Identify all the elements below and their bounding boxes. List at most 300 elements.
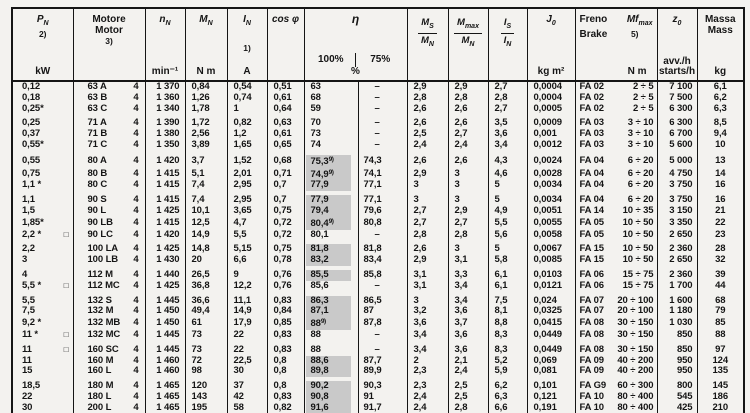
- cell-mmax-ratio: [448, 306, 488, 317]
- ms-value: 2,9: [413, 81, 427, 92]
- power-value: 0,75: [22, 167, 41, 179]
- cell-speed: [145, 230, 185, 241]
- ms-value: 2,3: [413, 380, 427, 392]
- power-value: 1,85*: [22, 216, 44, 228]
- brake-torque-range: 15 ÷ 75: [622, 279, 654, 291]
- footnote-9-ref: 9): [328, 217, 334, 225]
- power-value: 0,25: [22, 117, 41, 129]
- eta-100-box: [306, 155, 351, 168]
- j0-value: 0,0028: [533, 167, 562, 179]
- col-header-current: [227, 8, 267, 81]
- is-value: 6,2: [494, 380, 508, 392]
- motor-size: 63 A: [87, 81, 107, 92]
- mass-label-en: Mass: [707, 25, 733, 36]
- mn-value: 14,9: [191, 228, 210, 240]
- brake-torque-range: 3 ÷ 10: [627, 128, 654, 140]
- cos-value: 0,64: [273, 102, 292, 114]
- n-value: 1 450: [156, 317, 180, 329]
- cell-brake: [575, 104, 657, 115]
- cell-eta-100: [304, 140, 358, 151]
- cell-cosphi: [267, 330, 304, 341]
- cell-torque: [185, 104, 227, 115]
- mass-unit: kg: [714, 66, 727, 77]
- cell-eta-100: [304, 206, 358, 217]
- eta-100-box: [306, 366, 351, 377]
- motor-size: 90 LC: [87, 228, 113, 240]
- mmax-value: 3,7: [454, 317, 468, 329]
- cell-brake: [575, 180, 657, 191]
- brake-torque-range: 10 ÷ 50: [622, 228, 654, 240]
- mass-value: 14: [715, 167, 726, 179]
- cell-torque: [185, 155, 227, 168]
- mass-value: 9,4: [713, 128, 727, 140]
- cell-eta-75: [358, 155, 407, 168]
- cell-speed: [145, 403, 185, 413]
- ms-fraction: $\frac{M_S}{M_N}$: [418, 18, 437, 50]
- cell-current: [227, 206, 267, 217]
- mmax-value: 2,1: [454, 354, 468, 366]
- cell-ms-ratio: [407, 306, 448, 317]
- cell-motor: [73, 306, 145, 317]
- cell-eta-75: [358, 93, 407, 104]
- cell-current: [227, 104, 267, 115]
- starts-value: 1 030: [669, 317, 693, 329]
- eta-100-value: 89,8: [310, 365, 329, 377]
- i-value: 37: [233, 380, 244, 392]
- cell-is-ratio: [488, 403, 527, 413]
- ms-value: 2,5: [413, 128, 427, 140]
- mmax-value: 2,7: [454, 128, 468, 140]
- n-value: 1 415: [156, 167, 180, 179]
- cos-value: 0,7: [273, 179, 287, 191]
- cell-ms-ratio: [407, 281, 448, 292]
- is-value: 8,3: [494, 343, 508, 355]
- cell-starts: [657, 155, 697, 168]
- cos-value: 0,83: [273, 343, 292, 355]
- ms-value: 2,3: [413, 365, 427, 377]
- cell-mmax-ratio: [448, 180, 488, 191]
- mn-value: 1,78: [191, 102, 210, 114]
- mn-value: 49,4: [191, 305, 210, 317]
- n-value: 1 445: [156, 294, 180, 306]
- cos-value: 0,83: [273, 328, 292, 340]
- j0-value: 0,101: [533, 380, 557, 392]
- col-header-mass: [697, 8, 744, 81]
- ms-value: 3,2: [413, 305, 427, 317]
- mn-value: 26,5: [191, 268, 210, 280]
- table-row: [12, 230, 744, 241]
- cell-ms-ratio: [407, 403, 448, 413]
- j0-value: 0,0449: [533, 343, 562, 355]
- mn-value: 120: [191, 380, 208, 392]
- square-mark: □: [63, 344, 69, 354]
- cos-value: 0,8: [273, 354, 287, 366]
- table-row: [12, 104, 744, 115]
- starts-value: 2 650: [669, 254, 693, 266]
- cell-is-ratio: [488, 330, 527, 341]
- poles-value: 4: [133, 328, 139, 340]
- cell-eta-75: [358, 366, 407, 377]
- poles-value: 4: [133, 294, 139, 306]
- eta-75-value: –: [374, 91, 380, 103]
- i-value: 5,5: [233, 228, 247, 240]
- is-value: 8,3: [494, 328, 508, 340]
- starts-value: 2 360: [669, 243, 693, 255]
- j0-value: 0,0325: [533, 305, 562, 317]
- mass-value: 28: [715, 243, 726, 255]
- is-value: 5: [494, 179, 500, 191]
- mass-value: 79: [715, 305, 726, 317]
- is-value: 4,6: [494, 167, 508, 179]
- mn-value: 7,4: [191, 194, 205, 206]
- motor-size: 71 C: [87, 138, 108, 150]
- motor-size: 160 SC: [87, 343, 119, 355]
- poles-value: 4: [133, 128, 139, 140]
- motor-size: 80 C: [87, 179, 108, 191]
- n-value: 1 465: [156, 390, 180, 402]
- cell-cosphi: [267, 306, 304, 317]
- i-value: 30: [233, 365, 244, 377]
- cell-cosphi: [267, 366, 304, 377]
- poles-value: 4: [133, 216, 139, 228]
- mass-value: 16: [715, 194, 726, 206]
- cos-value: 0,65: [273, 138, 292, 150]
- cell-mass: [697, 104, 744, 115]
- cell-brake: [575, 230, 657, 241]
- mn-value: 10,1: [191, 204, 210, 216]
- cell-mass: [697, 230, 744, 241]
- poles-value: 4: [133, 194, 139, 206]
- cell-torque: [185, 330, 227, 341]
- eta-100-value: 86,3: [310, 294, 329, 306]
- ms-value: 3: [413, 194, 419, 206]
- cell-mmax-ratio: [448, 366, 488, 377]
- mass-value: 135: [712, 365, 729, 377]
- mmax-fraction: $\frac{M_{max}}{M_N}$: [454, 18, 482, 50]
- eta-100-value: 68: [310, 91, 321, 103]
- starts-value: 4 750: [669, 167, 693, 179]
- mmax-value: 3: [454, 194, 460, 206]
- cos-value: 0,71: [273, 167, 292, 179]
- ms-value: 2,4: [413, 390, 427, 402]
- starts-value: 1 180: [669, 305, 693, 317]
- square-mark: □: [63, 329, 69, 339]
- n-value: 1 415: [156, 216, 180, 228]
- is-value: 5: [494, 243, 500, 255]
- cell-ms-ratio: [407, 104, 448, 115]
- cell-brake: [575, 255, 657, 266]
- footnote-3: 3): [105, 36, 113, 46]
- starts-value: 950: [676, 354, 693, 366]
- i-value: 0,74: [233, 91, 252, 103]
- cell-starts: [657, 104, 697, 115]
- eta-100-value: 59: [310, 102, 321, 114]
- eta-75-value: 74,3: [363, 154, 382, 166]
- cell-torque: [185, 366, 227, 377]
- eta-75-value: 89,9: [363, 365, 382, 377]
- pn-unit: kW: [35, 66, 51, 77]
- mass-value: 32: [715, 254, 726, 266]
- n-value: 1 425: [156, 243, 180, 255]
- mass-value: 6,3: [713, 102, 727, 114]
- cell-motor: [73, 403, 145, 413]
- mn-value: 0,84: [191, 81, 210, 92]
- starts-value: 1 600: [669, 294, 693, 306]
- mass-value: 23: [715, 228, 726, 240]
- i-value: 1,65: [233, 138, 252, 150]
- footnote-5: 5): [630, 29, 639, 39]
- brake-type: FA 03: [579, 138, 604, 150]
- poles-value: 4: [133, 305, 139, 317]
- in-symbol: $I_N$: [243, 14, 251, 27]
- cell-cosphi: [267, 255, 304, 266]
- i-value: 58: [233, 401, 244, 413]
- cell-inertia: [527, 306, 575, 317]
- cell-mmax-ratio: [448, 206, 488, 217]
- motor-size: 63 B: [87, 91, 108, 103]
- eta-100-box: [306, 281, 351, 292]
- i-value: 6,6: [233, 254, 247, 266]
- cell-current: [227, 281, 267, 292]
- eta-75-value: 81,8: [363, 243, 382, 255]
- cos-value: 0,68: [273, 154, 292, 166]
- cell-mass: [697, 255, 744, 266]
- motor-size: 90 L: [87, 204, 107, 216]
- mn-value: 73: [191, 343, 202, 355]
- cell-eta-75: [358, 180, 407, 191]
- mmax-value: 2,4: [454, 365, 468, 377]
- cell-speed: [145, 330, 185, 341]
- cos-value: 0,8: [273, 380, 287, 392]
- cell-is-ratio: [488, 281, 527, 292]
- cell-cosphi: [267, 180, 304, 191]
- in-unit: A: [243, 66, 251, 77]
- ms-value: 3,4: [413, 328, 427, 340]
- eta-75-value: –: [374, 128, 380, 140]
- j0-value: 0,0121: [533, 279, 562, 291]
- eta-100-value: 63: [310, 81, 321, 92]
- cell-eta-100: [304, 330, 358, 341]
- mn-value: 143: [191, 390, 208, 402]
- header-row: [12, 8, 744, 81]
- motor-size: 71 B: [87, 128, 108, 140]
- cell-current: [227, 155, 267, 168]
- table-row: [12, 330, 744, 341]
- cell-is-ratio: [488, 255, 527, 266]
- mn-value: 36,6: [191, 294, 210, 306]
- mmax-value: 3,4: [454, 294, 468, 306]
- mass-value: 210: [712, 401, 729, 413]
- cell-current: [227, 306, 267, 317]
- ms-value: 2,8: [413, 228, 427, 240]
- mfmax-symbol: $Mf_{max}$: [626, 14, 653, 27]
- eta-75-value: 86,5: [363, 294, 382, 306]
- cell-power: [12, 155, 73, 168]
- cell-eta-100: [304, 403, 358, 413]
- power-value: 11: [22, 354, 32, 366]
- col-header-starts: [657, 8, 697, 81]
- cell-eta-100: [304, 155, 358, 168]
- eta-75-value: –: [374, 343, 380, 355]
- i-value: 22: [233, 343, 244, 355]
- i-value: 2,01: [233, 167, 252, 179]
- footnote-9-ref: 9): [320, 318, 326, 326]
- cell-current: [227, 230, 267, 241]
- table-row: [12, 366, 744, 377]
- cell-speed: [145, 180, 185, 191]
- brake-torque-range: 10 ÷ 35: [622, 204, 654, 216]
- brake-type: FA 10: [579, 390, 604, 402]
- brake-torque-range: 10 ÷ 50: [622, 243, 654, 255]
- cos-value: 0,75: [273, 243, 292, 255]
- cos-value: 0,84: [273, 305, 292, 317]
- i-value: 0,82: [233, 117, 252, 129]
- i-value: 1: [233, 102, 239, 114]
- mmax-value: 3,6: [454, 343, 468, 355]
- cell-cosphi: [267, 230, 304, 241]
- mn-value: 12,5: [191, 216, 210, 228]
- is-value: 6,1: [494, 268, 508, 280]
- mn-symbol: $M_N$: [199, 14, 213, 27]
- mn-value: 2,56: [191, 128, 210, 140]
- cell-speed: [145, 255, 185, 266]
- cell-inertia: [527, 155, 575, 168]
- is-value: 5,2: [494, 354, 508, 366]
- brake-torque-range: 30 ÷ 150: [617, 328, 654, 340]
- cell-brake: [575, 330, 657, 341]
- is-value: 8,8: [494, 317, 508, 329]
- eta-100-value: 83,2: [310, 254, 329, 266]
- cell-eta-100: [304, 230, 358, 241]
- eta-100-box: [306, 255, 351, 266]
- i-value: 22: [233, 328, 244, 340]
- power-value: 3: [22, 254, 28, 266]
- cell-inertia: [527, 206, 575, 217]
- cos-value: 0,72: [273, 216, 292, 228]
- poles-value: 4: [133, 117, 139, 129]
- col-header-ms-ratio: [407, 8, 448, 81]
- motor-label-en: Motor: [95, 25, 123, 36]
- i-value: 2,95: [233, 194, 252, 206]
- power-value: 1,5: [22, 204, 35, 216]
- mass-label-it: Massa: [704, 14, 736, 25]
- mass-value: 6,2: [713, 91, 727, 103]
- eta-75-value: 85,8: [363, 268, 382, 280]
- poles-value: 4: [133, 380, 139, 392]
- i-value: 12,2: [233, 279, 252, 291]
- poles-value: 4: [133, 243, 139, 255]
- power-value: 9,2 *: [22, 317, 42, 329]
- ms-value: 3,6: [413, 317, 427, 329]
- cell-ms-ratio: [407, 230, 448, 241]
- poles-value: 4: [133, 390, 139, 402]
- n-value: 1 425: [156, 279, 180, 291]
- ms-value: 2,9: [413, 167, 427, 179]
- j0-value: 0,0012: [533, 138, 562, 150]
- is-value: 5,9: [494, 365, 508, 377]
- cell-power: [12, 104, 73, 115]
- cell-ms-ratio: [407, 330, 448, 341]
- brake-label-it: Freno: [579, 14, 608, 25]
- eta-unit: %: [351, 66, 360, 77]
- cell-motor: [73, 140, 145, 151]
- cell-ms-ratio: [407, 155, 448, 168]
- eta-100-value: 90,2: [310, 380, 329, 392]
- starts-value: 7 100: [669, 81, 693, 92]
- cell-brake: [575, 140, 657, 151]
- cell-eta-100: [304, 180, 358, 191]
- eta-100-value: 81,8: [310, 243, 329, 255]
- table-row: [12, 155, 744, 168]
- brake-torque-range: 6 ÷ 20: [627, 179, 654, 191]
- brake-torque-range: 30 ÷ 150: [617, 317, 654, 329]
- ms-value: 2,4: [413, 401, 427, 413]
- cell-motor: [73, 206, 145, 217]
- poles-value: 4: [133, 167, 139, 179]
- i-value: 4,7: [233, 216, 247, 228]
- cell-mass: [697, 330, 744, 341]
- eta-100-value: 85,6: [310, 279, 329, 291]
- eta-100-value: 88: [310, 318, 321, 330]
- n-symbol: $n_N$: [159, 14, 171, 27]
- cell-eta-75: [358, 330, 407, 341]
- mmax-value: 3,1: [454, 254, 468, 266]
- brake-label-en: Brake: [579, 29, 608, 40]
- cell-eta-75: [358, 129, 407, 140]
- cell-ms-ratio: [407, 206, 448, 217]
- cell-brake: [575, 281, 657, 292]
- eta-100-box: [306, 206, 351, 217]
- power-value: 5,5: [22, 294, 35, 306]
- cell-speed: [145, 140, 185, 151]
- mass-value: 145: [712, 380, 729, 392]
- cell-cosphi: [267, 281, 304, 292]
- starts-value: 545: [676, 390, 693, 402]
- eta-100-value: 79,4: [310, 204, 329, 216]
- col-header-mmax-ratio: [448, 8, 488, 81]
- brake-type: FA 02: [579, 102, 604, 114]
- power-value: 0,55: [22, 154, 41, 166]
- starts-value: 800: [676, 380, 693, 392]
- poles-value: 4: [133, 317, 139, 329]
- col-header-inertia: [527, 8, 575, 81]
- n-value: 1 425: [156, 204, 180, 216]
- eta-75-value: 87,8: [363, 317, 382, 329]
- mmax-value: 3: [454, 179, 460, 191]
- j0-value: 0,0103: [533, 268, 562, 280]
- brake-type: FA G9: [579, 380, 607, 392]
- is-value: 2,7: [494, 81, 508, 92]
- cell-power: [12, 330, 73, 341]
- cell-mass: [697, 281, 744, 292]
- cell-power: [12, 281, 73, 292]
- j0-symbol: $J_0$: [546, 14, 556, 27]
- power-value: 18,5: [22, 380, 41, 392]
- eta-100-value: 88: [310, 328, 321, 340]
- j0-value: 0,0004: [533, 81, 562, 92]
- cell-current: [227, 366, 267, 377]
- cell-motor: [73, 366, 145, 377]
- cell-eta-75: [358, 403, 407, 413]
- cell-motor: [73, 281, 145, 292]
- power-value: 0,18: [22, 91, 41, 103]
- n-value: 1 340: [156, 102, 180, 114]
- eta-75-value: 91: [363, 390, 374, 402]
- eta-75-value: –: [374, 228, 380, 240]
- eta-100-value: 74: [310, 138, 321, 150]
- poles-value: 4: [133, 154, 139, 166]
- cos-value: 0,83: [273, 294, 292, 306]
